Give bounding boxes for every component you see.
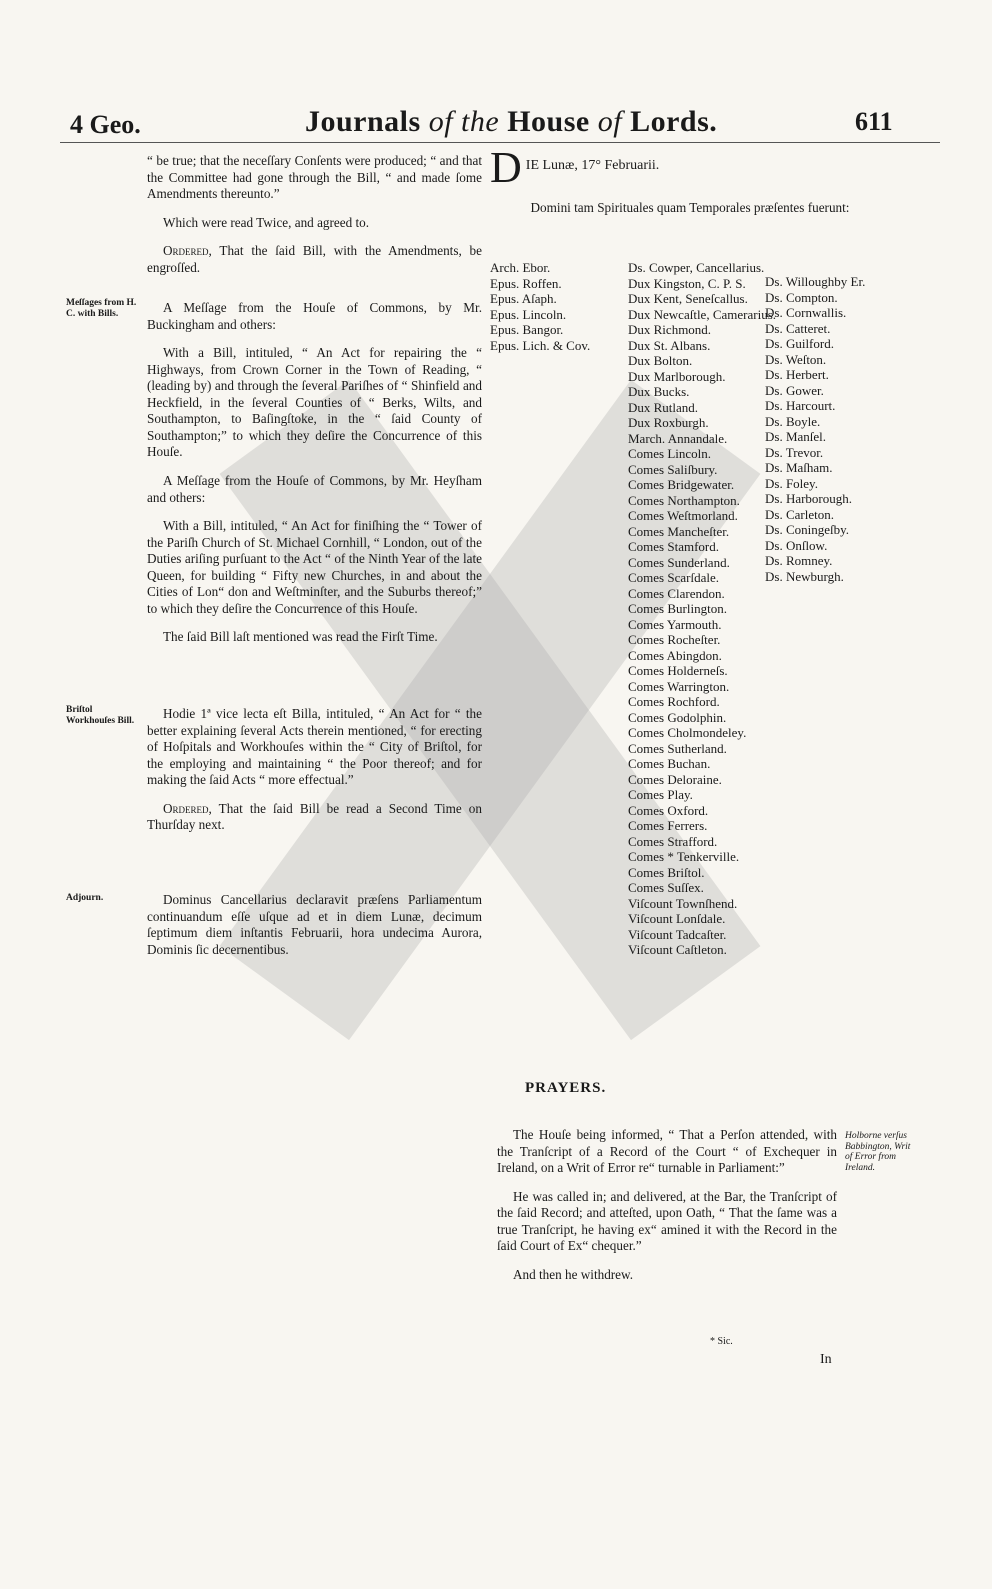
- adjournment: Dominus Cancellarius declaravit præſens Parliamentum continuandum eſſe uſque ad et in diem Lunæ, decimum ſeptimum diem inſtantis Februarii, hora undecima Aurora, Dominis ſic decernentibus.: [147, 892, 482, 957]
- lord-entry: Comes Northampton.: [628, 492, 740, 508]
- lord-entry: Comes Buchan.: [628, 756, 711, 771]
- date-drop-cap: D: [490, 143, 522, 192]
- lord-entry: Ds. Harborough.: [765, 491, 853, 506]
- holborne-writ: The Houſe being informed, “ That a Perſon attended, with the Tranſcript of a Record of the Court “ of Exchequer in Ireland, on a Writ of Error re“ turnable in Parliament:” He was called in; and delivered, at the Bar, the Tranſcript of the ſaid Record; and atteſted, upon Oath, “ That the ſame was a true Tranſcript, he having ex“ amined it with the Record in the ſaid Court of Ex“ chequer.” And then he withdrew.: [497, 1127, 837, 1282]
- lord-entry: Ds. Romney.: [765, 553, 833, 568]
- lord-entry: Ds. Boyle.: [765, 413, 821, 429]
- lord-entry: Comes Suſſex.: [628, 880, 704, 895]
- margin-note-adjourn: Adjourn.: [66, 893, 104, 903]
- lord-entry: Comes Clarendon.: [628, 585, 725, 601]
- lord-entry: Comes Yarmouth.: [628, 616, 722, 632]
- lord-entry: Epus. Aſaph.: [490, 291, 557, 306]
- lord-entry: Comes * Tenkerville.: [628, 849, 740, 864]
- lord-entry: Comes Abingdon.: [628, 647, 722, 663]
- lord-entry: Ds. Maſham.: [765, 460, 833, 475]
- lord-entry: Comes Briſtol.: [628, 864, 705, 880]
- lord-entry: Ds. Catteret.: [765, 320, 831, 336]
- margin-note-holborne: Holborne verſus Babbington, Writ of Error from Ireland.: [845, 1131, 911, 1173]
- lord-entry: Comes Deloraine.: [628, 771, 722, 787]
- lord-entry: Dux Bolton.: [628, 353, 693, 368]
- lord-entry: Ds. Onſlow.: [765, 537, 828, 553]
- catchword: In: [820, 1352, 832, 1367]
- lord-entry: Ds. Foley.: [765, 475, 818, 491]
- lords-temporal-list: [628, 260, 777, 958]
- lord-entry: Ds. Willoughby Er.: [765, 274, 866, 289]
- lord-entry: Epus. Roffen.: [490, 275, 562, 291]
- prayers-heading: PRAYERS.: [525, 1080, 607, 1096]
- lord-entry: March. Annandale.: [628, 430, 728, 446]
- lord-entry: Dux Richmond.: [628, 322, 712, 337]
- lord-entry: Viſcount Tadcaſter.: [628, 926, 727, 942]
- header-title: Journals of the House of Lords.: [305, 105, 718, 138]
- present-heading: Domini tam Spirituales quam Temporales præſentes fuerunt:: [530, 200, 850, 215]
- lord-entry: Ds. Coningeſby.: [765, 522, 850, 537]
- lord-entry: Comes Cholmondeley.: [628, 725, 747, 740]
- lord-entry: Ds. Herbert.: [765, 367, 829, 382]
- sic-footnote: * Sic.: [710, 1336, 733, 1347]
- message-commons-buckingham: A Meſſage from the Houſe of Commons, by Mr. Buckingham and others: With a Bill, intituled, “ An Act for repairing the “ Highways, from Crown Corner in the Town of Reading, “ (leading by) and through the ſeveral Pariſhes of “ Shinfield and Heckfield, in the ſeveral Counties of “ Berks, Wilts, and Southampton, to Baſingſtoke, in the “ ſaid County of Southampton;” to which they deſire the Concurrence of this Houſe.: [147, 300, 482, 459]
- lord-entry: Epus. Lincoln.: [490, 306, 567, 322]
- lord-entry: Dux Rutland.: [628, 399, 699, 415]
- lord-entry: Comes Saliſbury.: [628, 461, 718, 477]
- page-number: 611: [855, 107, 893, 136]
- lord-entry: Dux Newcaſtle, Camerarius.: [628, 306, 777, 322]
- lord-entry: Comes Bridgewater.: [628, 477, 735, 492]
- lord-entry: Comes Holderneſs.: [628, 663, 728, 678]
- lord-entry: Comes Scarſdale.: [628, 570, 719, 585]
- lord-entry: Ds. Carleton.: [765, 506, 834, 522]
- lord-entry: Ds. Weſton.: [765, 351, 827, 367]
- margin-note-messages: Meſſages from H. C. with Bills.: [66, 298, 137, 319]
- lord-entry: Comes Mancheſter.: [628, 523, 730, 539]
- lord-entry: Viſcount Lonſdale.: [628, 911, 726, 926]
- lord-entry: Comes Sutherland.: [628, 740, 727, 756]
- lord-entry: Comes Burlington.: [628, 601, 727, 616]
- lord-entry: Ds. Guilford.: [765, 336, 834, 351]
- lord-entry: Dux Kent, Seneſcallus.: [628, 291, 748, 306]
- lord-entry: Viſcount Caſtleton.: [628, 942, 727, 957]
- lord-entry: Comes Sunderland.: [628, 554, 730, 570]
- lord-entry: Dux Kingston, C. P. S.: [628, 275, 746, 291]
- message-commons-heysham: A Meſſage from the Houſe of Commons, by Mr. Heyſham and others: With a Bill, intituled, “ An Act for finiſhing the “ Tower of the Pariſh Church of St. Michael Cornhill, “ London, out of the Duties ariſing purſuant to the Act “ of the Ninth Year of the late Queen, for building “ Fifty new Churches, in and about the Cities of Lon“ don and Weſtminſter, and the Suburbs thereof;” to which they deſire the Concurrence of this Houſe. The ſaid Bill laſt mentioned was read the Firſt Time.: [147, 473, 482, 644]
- lord-entry: Epus. Bangor.: [490, 322, 564, 337]
- lord-entry: Viſcount Townſhend.: [628, 895, 738, 911]
- lord-entry: Dux Roxburgh.: [628, 415, 709, 430]
- lord-entry: Ds. Cowper, Cancellarius.: [628, 260, 765, 275]
- lord-entry: Epus. Lich. & Cov.: [490, 337, 591, 353]
- lord-entry: Comes Strafford.: [628, 833, 718, 849]
- lord-entry: Arch. Ebor.: [490, 260, 551, 275]
- lord-entry: Ds. Cornwallis.: [765, 305, 847, 320]
- lord-entry: Comes Ferrers.: [628, 818, 708, 833]
- lord-entry: Comes Rocheſter.: [628, 632, 721, 647]
- lord-entry: Comes Lincoln.: [628, 446, 712, 461]
- lord-entry: Ds. Compton.: [765, 289, 838, 305]
- lord-entry: Comes Godolphin.: [628, 709, 727, 725]
- lord-entry: Ds. Trevor.: [765, 444, 824, 460]
- lord-entry: Ds. Harcourt.: [765, 398, 836, 413]
- lord-entry: Comes Stamford.: [628, 539, 719, 554]
- committee-close: “ be true; that the neceſſary Conſents were produced; “ and that the Committee had gone through the Bill, “ and made ſome Amendments thereunto.” Which were read Twice, and agreed to. Ordered, That the ſaid Bill, with the Amendments, be engroſſed.: [147, 153, 482, 275]
- lord-entry: Comes Weſtmorland.: [628, 508, 738, 523]
- lord-entry: Comes Oxford.: [628, 802, 709, 818]
- bristol-bill: Hodie 1ª vice lecta eſt Billa, intituled, “ An Act for “ the better explaining ſeveral Acts therein mentioned, “ for erecting of Hoſpitals and Workhouſes within the “ City of Briſtol, for the employing and maintaining “ the Poor thereof; and for making the ſaid Acts “ more effectual.” Ordered, That the ſaid Bill be read a Second Time on Thurſday next.: [147, 706, 482, 832]
- lords-barons-list: [765, 274, 915, 584]
- lord-entry: Ds. Gower.: [765, 382, 824, 398]
- lord-entry: Dux St. Albans.: [628, 337, 711, 353]
- header-reign: 4 Geo.: [70, 110, 141, 139]
- lord-entry: Ds. Manſel.: [765, 429, 827, 444]
- lord-entry: Dux Marlborough.: [628, 368, 726, 384]
- margin-note-bristol: Briſtol Workhouſes Bill.: [66, 705, 135, 726]
- lords-spiritual-list: [490, 260, 625, 353]
- sitting-date: D IE Lunæ, 17° Februarii.: [490, 143, 660, 192]
- lord-entry: Comes Play.: [628, 787, 693, 802]
- lord-entry: Dux Bucks.: [628, 384, 690, 399]
- lord-entry: Ds. Newburgh.: [765, 568, 844, 584]
- lord-entry: Comes Warrington.: [628, 678, 730, 694]
- lord-entry: Comes Rochford.: [628, 694, 720, 709]
